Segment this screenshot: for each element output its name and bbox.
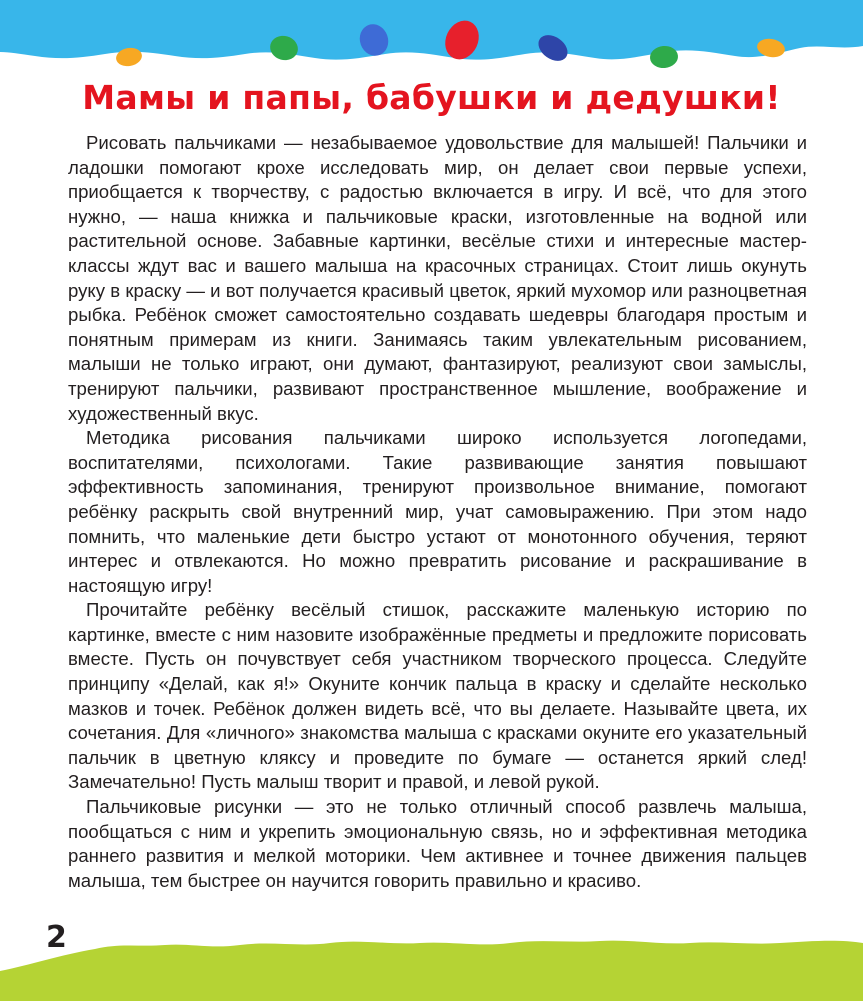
paragraph: Рисовать пальчиками — незабываемое удовольствие для малышей! Пальчики и ладошки помогают крохе исследовать мир, он делает свои первые успехи, приобщается к творчеству, с радостью включается в игру. И всё, что для этого нужно, — наша книжка и пальчиковые краски, изготовленные на водной или растительной основе. Забавные картинки, весёлые стихи и интересные мастер-классы ждут вас и вашего малыша на красочных страницах. Стоит лишь окунуть руку в краску — и вот получается красивый цветок, яркий мухомор или разноцветная рыбка. Ребёнок сможет самостоятельно создавать шедевры благодаря простым и понятным примерам из книги. Занимаясь таким увлекательным рисованием, малыши не только играют, они думают, фантазируют, реализуют свои замыслы, тренируют пальчики, развивают пространственное мышление, воображение и художественный вкус. xyxy=(68,132,807,424)
paragraph: Прочитайте ребёнку весёлый стишок, расскажите маленькую историю по картинке, вместе с ним назовите изображённые предметы и предложите порисовать вместе. Пусть он почувствует себя участником творческого процесса. Следуйте принципу «Делай, как я!» Окуните кончик пальца в краску и сделайте несколько мазков и точек. Ребёнок должен видеть всё, что вы делаете. Называйте цвета, их сочетания. Для «личного» знакомства малыша с красками окуните его указательный пальчик в цветную кляксу и проведите по бумаге — останется яркий след! Замечательно! Пусть малыш творит и правой, и левой рукой. xyxy=(68,599,807,793)
paragraph: Методика рисования пальчиками широко используется логопедами, воспитателями, психологами. Такие развивающие занятия повышают эффективность запоминания, тренируют произвольное внимание, помогают ребёнку раскрыть свой внутренний мир, учат самовыражению. При этом надо помнить, что маленькие дети быстро устают от монотонного обучения, теряют интерес и отвлекаются. Но можно превратить рисование и раскрашивание в настоящую игру! xyxy=(68,427,807,596)
page-number: 2 xyxy=(46,920,67,955)
grass-wave-footer xyxy=(0,925,863,1001)
body-text xyxy=(68,131,807,893)
paragraph: Пальчиковые рисунки — это не только отличный способ развлечь малыша, пообщаться с ним и укрепить эмоциональную связь, но и эффективная методика раннего развития и мелкой моторики. Чем активнее и точнее движения пальцев малыша, тем быстрее он научится говорить правильно и красиво. xyxy=(68,796,807,891)
sky-wave-header xyxy=(0,0,863,90)
page-title: Мамы и папы, бабушки и дедушки! xyxy=(82,78,781,117)
grass-wave xyxy=(0,941,863,1001)
